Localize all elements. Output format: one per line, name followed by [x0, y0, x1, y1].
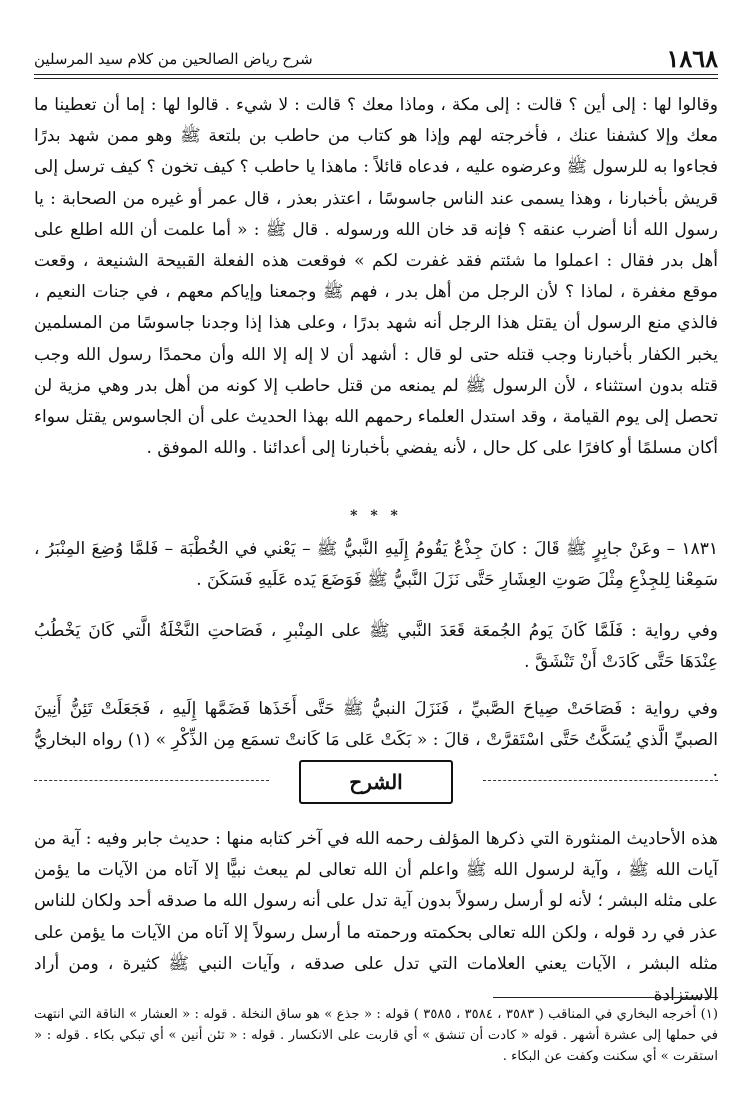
commentary-paragraph-1: وقالوا لها : إلى أين ؟ قالت : إلى مكة ، وماذا معك ؟ قالت : لا شيء . قالوا لها : إما أن تعطينا ما معك وإلا كشفنا عنك ، فأخرجته لهم وإذا هو كتاب من حاطب بن بلتعة ﷺ وهو ممن شهد بدرًا فجاءوا به للرسول ﷺ وعرضوه عليه ، فدعاه قائلاً : ماهذا يا حاطب ؟ كيف تخون ؟ كيف ترسل إلى قريش بأخبارنا ، وهذا يسمى عند الناس جاسوسًا ، اعتذر بعذر ، قال عمر أو غيره من الصحابة : يا رسول الله أنا أضرب عنقه ؟ فإنه قد خان الله ورسوله . قال ﷺ : « أما علمت أن الله اطلع على أهل بدر فقال : اعملوا ما شئتم فقد غفرت لكم » فوقعت هذه الفعلة القبيحة الشنيعة ، وقعت موقع مغفرة ، لماذا ؟ لأن الرجل من أهل بدر ، فهم ﷺ وجمعنا وإياكم معهم ، في جنات النعيم ، فالذي منع الرسول أن يقتل هذا الرجل أنه شهد بدرًا ، وعلى هذا إذا وجدنا جاسوسًا من المسلمين يخبر الكفار بأخبارنا وجب قتله حتى لو قال : أشهد أن لا إله إلا الله وأن محمدًا رسول الله وجب قتله بدون استثناء ، لأن الرسول ﷺ لم يمنعه من قتل حاطب إلا كونه من أهل بدر وهي مزية لن تحصل إلى يوم القيامة ، وقد استدل العلماء رحمهم الله بهذا الحديث على أن الجاسوس يقتل سواء أكان مسلمًا أو كافرًا على كل حال ، لأنه يفضي بأخبارنا إلى أعدائنا . والله الموفق . — [34, 95, 718, 459]
sharh-heading — [34, 760, 718, 802]
commentary-paragraph-2: هذه الأحاديث المنثورة التي ذكرها المؤلف رحمه الله في آخر كتابه منها : حديث جابر وفيه : آية من آيات الله ﷺ ، وآية لرسول الله ﷺ واعلم أن الله تعالى لم يبعث نبيًّا إلا آتاه من الآيات ما يؤمن على مثله البشر ؛ لأنه لو أرسل رسولاً بدون آية تدل على أنه رسول الله ما صدقه أحد ولكان للناس عذر في رد قوله ، ولكن الله تعالى بحكمته ورحمته ما أرسل رسولاً إلا آتاه من الآيات ما يؤمن على مثله البشر ، الآيات يعني العلامات التي تدل على صدقه ، وآيات النبي ﷺ كثيرة ، ومن أراد الاستزادة — [34, 829, 718, 1006]
footnote: (١) أخرجه البخاري في المناقب ( ٣٥٨٣ ، ٣٥٨٤ ، ٣٥٨٥ ) قوله : « جذع » هو ساق النخلة . قوله : « العشار » الناقة التي انتهت في حملها إلى عشرة أشهر . قوله « كادت أن تنشق » أي قاربت على الانكسار . قوله : « تئن أنين » أي تبكي بكاء . قوله : « استقرت » أي سكنت وكفت عن البكاء . — [34, 1007, 718, 1064]
section-separator: * * * — [350, 508, 402, 524]
footnote-rule — [493, 997, 718, 998]
header-rule — [34, 74, 718, 79]
ornament-line-right — [483, 780, 718, 781]
ornament-line-left — [34, 780, 269, 781]
running-title: شرح رياض الصالحين من كلام سيد المرسلين — [34, 50, 313, 68]
book-page — [34, 34, 718, 1074]
page-number: ١٨٦٨ — [666, 44, 718, 73]
hadith-narration-3: وفي رواية : فَصَاحَتْ صِياحَ الصَّبيِّ ، فَنَزَلَ النبيُّ ﷺ حَتَّى أَخَذَها فَضَمَّها إِلَيهِ ، فَجَعَلَتْ تَئِنُّ أَنِينَ الصبيِّ الَّذي يُسَكَّتُ حَتَّى اسْتَقرَّتْ ، قالَ : « بَكَتْ عَلى مَا كَانتْ تسمَع مِن الذِّكْرِ » (١) رواه البخاريُّ . — [34, 699, 718, 782]
page-header — [34, 44, 718, 78]
hadith-1831: ١٨٣١ – وعَنْ جابِرٍ ﷺ قَالَ : كانَ جِذْعٌ يَقُومُ إِلَيهِ النَّبيُّ ﷺ – يَعْني في الخُطْبَة – فَلمَّا وُضِعَ المِنْبَرُ ، سَمِعْنا لِلجِذْعِ مِثْلَ صَوتِ العِشَارِ حَتَّى نَزَلَ النَّبيُّ ﷺ فَوَضَعَ يَده عَلَيهِ فَسَكَنَ . — [34, 539, 718, 591]
sharh-title: الشرح — [299, 760, 453, 804]
hadith-narration-2: وفي رواية : فَلَمَّا كَانَ يَومُ الجُمعَة قَعَدَ النَّبي ﷺ على المِنْبرِ ، فَصَاحتِ النَّخْلَةُ الَّتي كَانَ يَخْطُبُ عِنْدَهَا حَتَّى كَادَتْ أَنْ تَنْشَقَّ . — [34, 621, 718, 673]
